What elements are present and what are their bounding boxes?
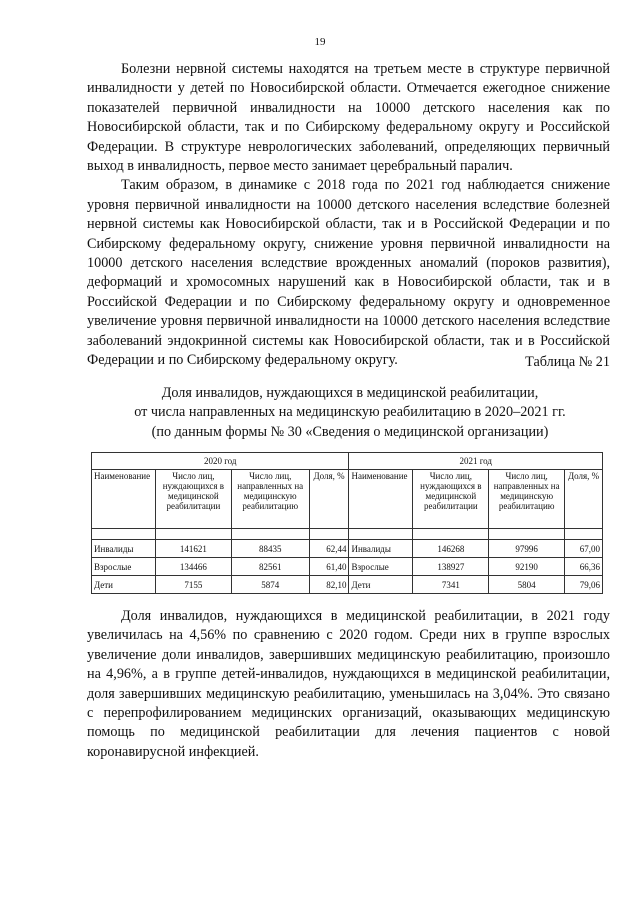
caption-line: от числа направленных на медицинскую реабилитацию в 2020–2021 гг.: [134, 404, 566, 421]
caption-line: Доля инвалидов, нуждающихся в медицинской реабилитации,: [161, 385, 539, 401]
column-header: Число лиц, направленных на медицинскую реабилитацию: [231, 470, 309, 529]
column-header: Число лиц, нуждающихся в медицинской реабилитации: [155, 470, 231, 529]
table-cell: 88435: [231, 540, 309, 558]
caption-line: (по данным формы № 30 «Сведения о медицинской организации): [151, 423, 549, 440]
column-header: Наименование: [92, 470, 156, 529]
table-caption: [60, 384, 640, 442]
table-cell: 146268: [413, 540, 489, 558]
table-row: [92, 540, 603, 558]
table-cell: Взрослые: [92, 558, 156, 576]
table-cell: 7341: [413, 576, 489, 594]
column-header: Наименование: [349, 470, 413, 529]
table-cell: 79,06: [565, 576, 603, 594]
table-spacer-row: [92, 529, 603, 540]
table-cell: 92190: [489, 558, 565, 576]
column-header: Доля, %: [565, 470, 603, 529]
table-cell: 5804: [489, 576, 565, 594]
paragraph: Болезни нервной системы находятся на третьем месте в структуре первичной инвалидности у детей по Новосибирской области. Отмечается ежегодное снижение показателей первичной инвалидности на 10000 детского населения как по Новосибирской области, так и по Сибирскому федеральному округу и Российской Федерации. В структуре неврологических заболеваний, определяющих первичный выход в инвалидность, первое место занимает церебральный паралич.: [87, 61, 610, 175]
table-cell: 66,36: [565, 558, 603, 576]
table-cell: 82,10: [309, 576, 349, 594]
table-year-row: [92, 453, 603, 470]
page-number: 19: [314, 36, 326, 48]
table-row: [92, 576, 603, 594]
table-cell: 141621: [155, 540, 231, 558]
table-row: [92, 558, 603, 576]
table-cell: 61,40: [309, 558, 349, 576]
year-header-2020: 2020 год: [92, 453, 349, 470]
table-cell: 62,44: [309, 540, 349, 558]
table-cell: Дети: [92, 576, 156, 594]
table-cell: 7155: [155, 576, 231, 594]
table-cell: 5874: [231, 576, 309, 594]
table-cell: 134466: [155, 558, 231, 576]
column-header: Число лиц, нуждающихся в медицинской реабилитации: [413, 470, 489, 529]
column-header: Доля, %: [309, 470, 349, 529]
year-header-2021: 2021 год: [349, 453, 603, 470]
table-cell: Инвалиды: [349, 540, 413, 558]
body-text-bottom: [87, 607, 610, 762]
paragraph: Доля инвалидов, нуждающихся в медицинской реабилитации, в 2021 году увеличилась на 4,56% по сравнению с 2020 годом. Среди них в группе взрослых увеличение доли инвалидов, завершивших медицинскую реабилитацию, произошло на 4,96%, а в группе детей-инвалидов, нуждающихся в медицинской реабилитации, доля завершивших медицинскую реабилитацию, уменьшилась на 3,04%. Это связано с перепрофилированием медицинских организаций, оказывающих медицинскую помощь по медицинской реабилитации для лечения пациентов с новой коронавирусной инфекцией.: [87, 608, 610, 760]
disability-rehabilitation-table: [91, 452, 603, 594]
paragraph: Таким образом, в динамике с 2018 года по 2021 год наблюдается снижение уровня первичной инвалидности на 10000 детского населения вследствие болезней нервной системы как Новосибирской области, так и в Российской Федерации и по Сибирскому федеральному округу, снижение уровня первичной инвалидности на 10000 детского населения вследствие врожденных аномалий (пороков развития), деформаций и хромосомных нарушений как в Новосибирской области, так и в Российской Федерации и по Сибирскому федеральному округу и одновременное увеличение уровня первичной инвалидности на 10000 детского населения вследствие заболеваний эндокринной системы как Новосибирской области, так и в Российской Федерации и по Сибирскому федеральному округу.: [87, 177, 610, 369]
table-cell: 82561: [231, 558, 309, 576]
column-header: Число лиц, направленных на медицинскую реабилитацию: [489, 470, 565, 529]
table-cell: 138927: [413, 558, 489, 576]
table-header-row: [92, 470, 603, 529]
table-label: Таблица № 21: [525, 354, 610, 370]
table-cell: Инвалиды: [92, 540, 156, 558]
table-cell: Дети: [349, 576, 413, 594]
table-cell: 97996: [489, 540, 565, 558]
table-cell: Взрослые: [349, 558, 413, 576]
table-cell: 67,00: [565, 540, 603, 558]
body-text-top: [87, 60, 610, 371]
